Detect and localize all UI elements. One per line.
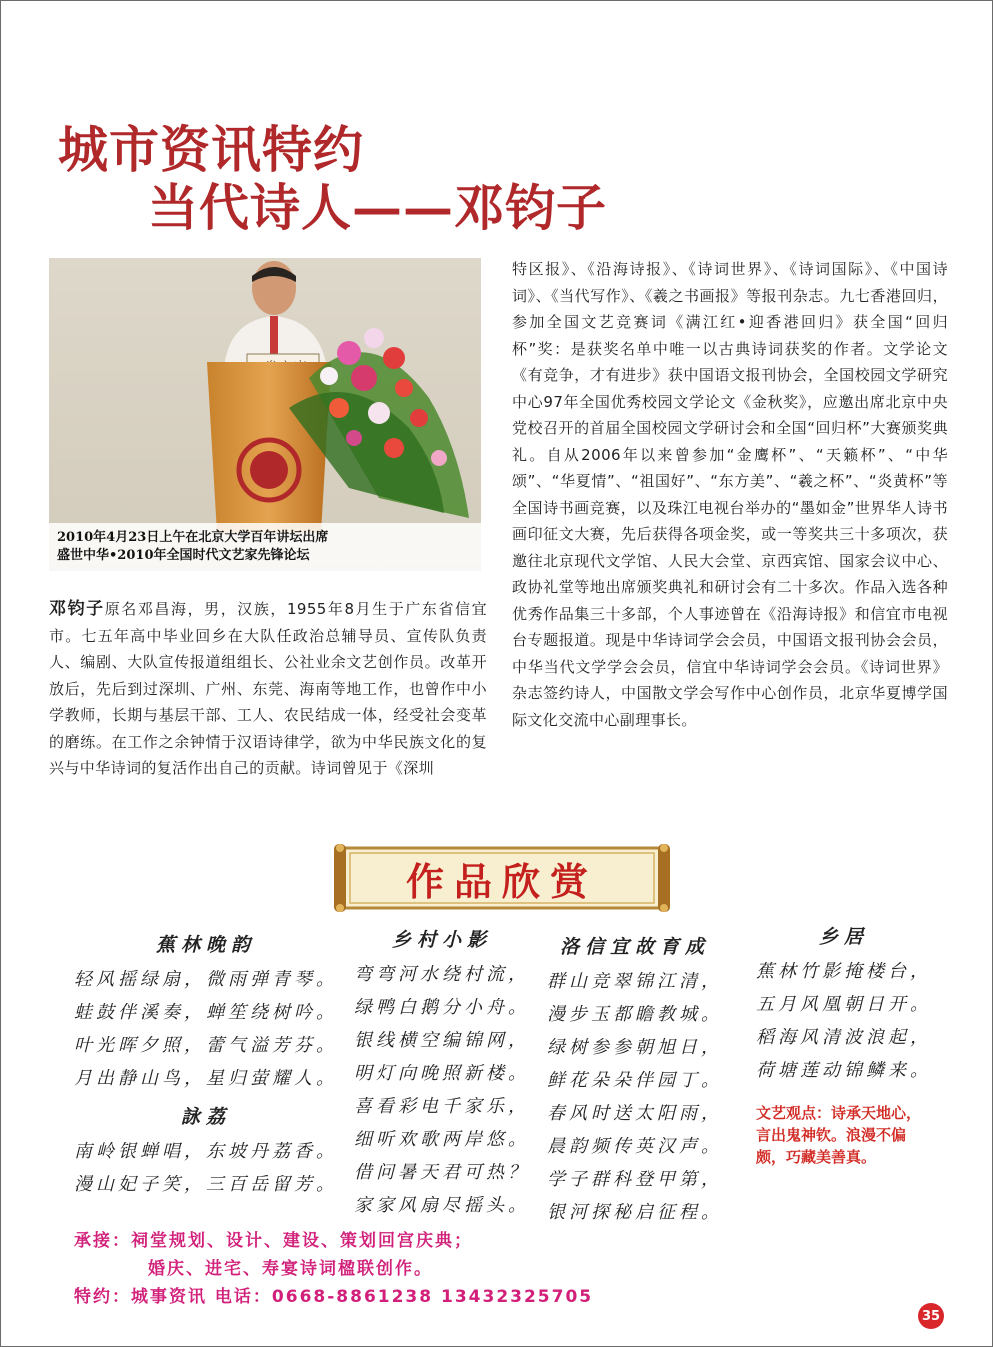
section-banner-title: 作品欣赏 — [405, 858, 598, 904]
footer-services-line2: 婚庆、进宅、寿宴诗词楹联创作。 — [148, 1259, 433, 1279]
poem-line: 月出静山鸟，星归萤耀人。 — [74, 1068, 338, 1089]
poem-line: 绿鸭白鹅分小舟。 — [354, 997, 530, 1018]
caption-line1: 2010年4月23日上午在北京大学百年讲坛出席 — [57, 530, 329, 545]
poem-line: 晨韵频传英汉声。 — [547, 1136, 723, 1157]
page-number-badge: 35 — [918, 1303, 944, 1329]
poem-line: 家家风扇尽摇头。 — [354, 1195, 530, 1216]
bio-right-column: 特区报》、《沿海诗报》、《诗词世界》、《诗词国际》、《中国诗词》、《当代写作》、《羲之书画报》等报刊杂志。九七香港回归，参加全国文艺竞赛词《满江红•迎香港回归》获全国“回归杯”奖：是获奖名单中唯一以古典诗词获奖的作者。文学论文《有竞争，才有进步》获中国语文报刊协会，全国校园文学研究中心97年全国优秀校园文学论文《金秋奖》，应邀出席北京中央党校召开的首届全国校园文学研讨会和全国“回归杯”大赛颁奖典礼。自从2006年以来曾参加“金鹰杯”、“天籁杯”、“中华颂”、“华夏情”、“祖国好”、“东方美”、“羲之杯”、“炎黄杯”等全国诗书画竞赛，以及珠江电视台举办的“墨如金”世界华人诗书画印征文大赛，先后获得各项金奖，或一等奖共三十多项次，获邀往北京现代文学馆、人民大会堂、京西宾馆、国家会议中心、政协礼堂等地出席颁奖典礼和研讨会有二十多次。作品入选各种优秀作品集三十多部，个人事迹曾在《沿海诗报》和信宜市电视台专题报道。现是中华诗词学会会员，中国语文报刊协会会员，中华当代文学学会会员，信宜中华诗词学会会员。《诗词世界》杂志签约诗人，中国散文学会写作中心创作员，北京华夏博学国际文化交流中心副理事长。 — [512, 260, 948, 729]
poem-title: 蕉林晚韵 — [155, 934, 256, 956]
poem-title: 洛信宜故育成 — [559, 936, 710, 958]
speaker-photo — [49, 258, 481, 571]
poem-line: 弯弯河水绕村流， — [354, 964, 530, 985]
poem-jiaolin — [74, 930, 338, 1095]
poem-line: 五月风凰朝日开。 — [756, 994, 932, 1015]
page-title-line1: 城市资讯特约 — [58, 120, 364, 179]
poem-line: 喜看彩电千家乐， — [354, 1096, 530, 1117]
poem-line: 叶光晖夕照，蕾气溢芳芬。 — [74, 1035, 338, 1056]
poem-line: 稻海风清波浪起， — [756, 1027, 932, 1048]
bio-name: 邓钧子 — [49, 599, 105, 619]
literary-viewpoint: 文艺观点：诗承天地心，言出鬼神钦。浪漫不偏颇，巧藏美善真。 — [756, 1104, 922, 1166]
poem-title: 乡村小影 — [391, 929, 492, 951]
poem-line: 轻风摇绿扇，微雨弹青琴。 — [74, 969, 338, 990]
footer-contact: 特约：城事资讯 电话：0668-8861238 13432325705 — [74, 1287, 594, 1307]
footer-services-line1: 承接：祠堂规划、设计、建设、策划回宫庆典； — [74, 1231, 473, 1251]
poem-line: 明灯向晚照新楼。 — [354, 1063, 530, 1084]
poem-xinyi — [547, 932, 723, 1229]
poem-line: 绿树参参朝旭日， — [547, 1037, 723, 1058]
poem-xiangju — [756, 922, 932, 1087]
poem-title: 乡居 — [818, 926, 869, 948]
poem-line: 学子群科登甲第， — [547, 1169, 723, 1190]
poem-line: 漫步玉都瞻教城。 — [547, 1004, 723, 1025]
poem-line: 春风时送太阳雨， — [547, 1103, 723, 1124]
poem-line: 蛙鼓伴溪奏，蝉笙绕树吟。 — [74, 1002, 338, 1023]
poem-line: 漫山妃子笑，三百岳留芳。 — [74, 1174, 338, 1195]
poem-line: 群山竞翠锦江清， — [547, 971, 723, 992]
poem-line: 蕉林竹影掩楼台， — [756, 961, 932, 982]
page-title-line2: 当代诗人——邓钧子 — [148, 178, 607, 237]
poem-xiangcun — [354, 925, 530, 1222]
poem-line: 借问暑天君可热？ — [354, 1162, 530, 1183]
poem-line: 荷塘莲动锦鳞来。 — [756, 1060, 932, 1081]
poem-line: 银线横空编锦网， — [354, 1030, 530, 1051]
poem-title: 詠荔 — [180, 1106, 231, 1128]
bio-left-column — [49, 596, 487, 782]
poem-yongli — [74, 1102, 338, 1201]
poem-line: 银河探秘启征程。 — [547, 1202, 723, 1223]
section-banner — [334, 842, 670, 914]
poem-line: 鲜花朵朵伴园丁。 — [547, 1070, 723, 1091]
poem-line: 南岭银蝉唱，东坡丹荔香。 — [74, 1141, 338, 1162]
poem-line: 细听欢歌两岸悠。 — [354, 1129, 530, 1150]
bio-left-text: 原名邓昌海，男，汉族，1955年8月生于广东省信宜市。七五年高中毕业回乡在大队任政治总辅导员、宣传队负责人、编剧、大队宣传报道组组长、公社业余文艺创作员。改革开放后，先后到过深圳、广州、东莞、海南等地工作，也曾作中小学教师，长期与基层干部、工人、农民结成一体，经受社会变革的磨练。在工作之余钟情于汉语诗律学，欲为中华民族文化的复兴与中华诗词的复活作出自己的贡献。诗词曾见于《深圳 — [49, 600, 487, 777]
photo-caption — [49, 523, 481, 571]
caption-line2: 盛世中华•2010年全国时代文艺家先锋论坛 — [57, 548, 310, 563]
